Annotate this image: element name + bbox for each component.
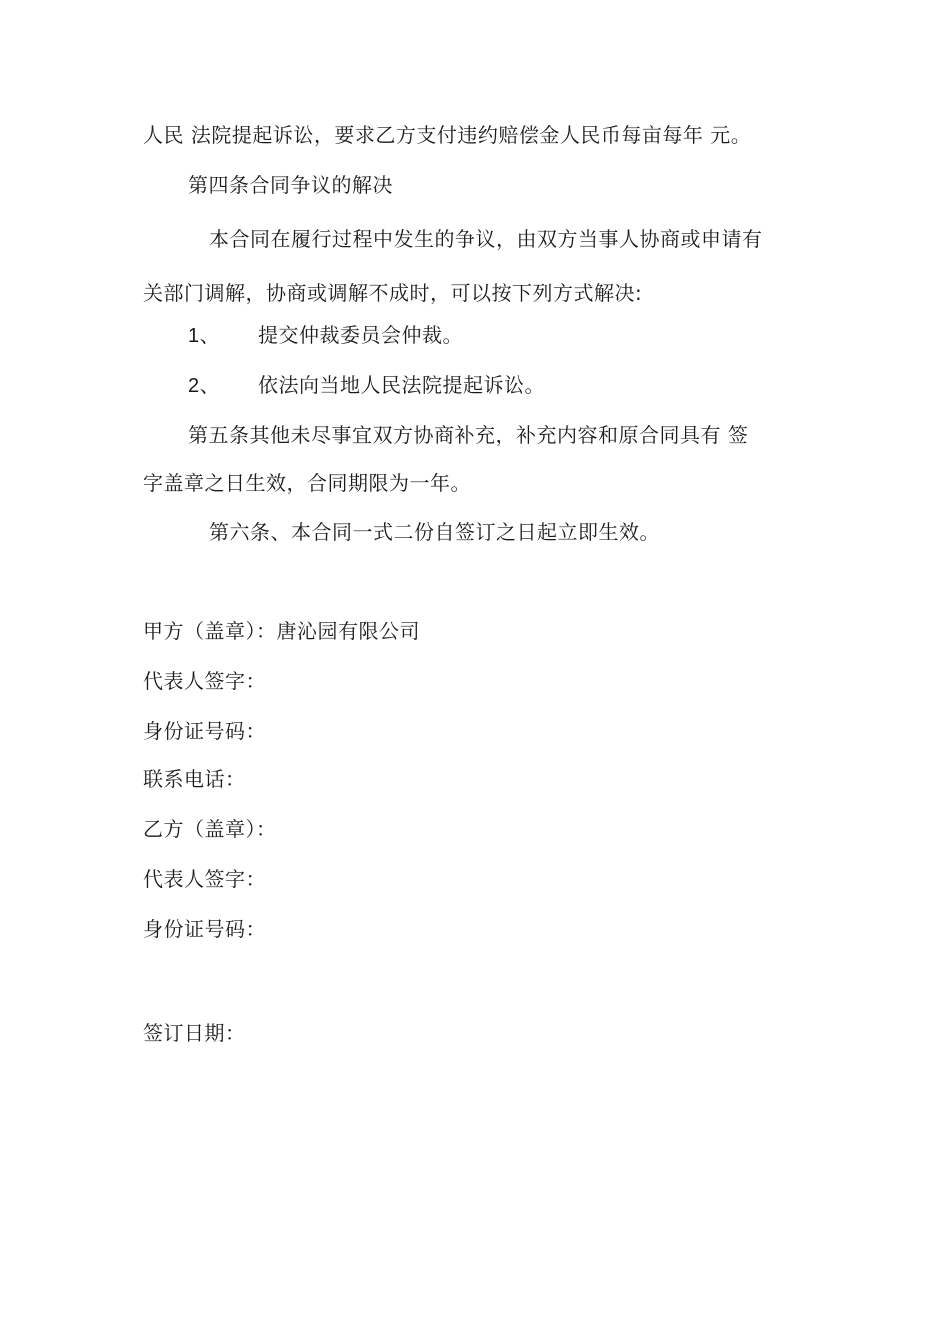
section-heading-article-4: 第四条合同争议的解决 [188,173,393,197]
list-item [188,371,545,400]
contact-phone: 联系电话： [143,767,246,791]
list-item-number: 2、 [188,375,221,397]
party-b-seal: 乙方（盖章）： [143,817,277,841]
paragraph-article-5-line-2: 字盖章之日生效，合同期限为一年。 [143,471,471,495]
paragraph-dispute-line-1: 本合同在履行过程中发生的争议，由双方当事人协商或申请有 [209,227,763,251]
party-a-seal: 甲方（盖章）：唐沁园有限公司 [143,619,420,643]
party-a-representative-signature: 代表人签字： [143,669,266,693]
paragraph-dispute-line-2: 关部门调解，协商或调解不成时，可以按下列方式解决: [143,281,643,305]
paragraph-breach-clause: 人民 法院提起诉讼，要求乙方支付违约赔偿金人民币每亩每年 元。 [143,123,752,147]
list-item-number: 1、 [188,325,221,347]
list-item-text: 依法向当地人民法院提起诉讼。 [258,373,545,397]
party-b-representative-signature: 代表人签字： [143,867,266,891]
party-a-id-number: 身份证号码： [143,719,266,743]
party-b-id-number: 身份证号码： [143,917,266,941]
signing-date: 签订日期： [143,1021,246,1045]
list-item [188,321,463,350]
list-item-text: 提交仲裁委员会仲裁。 [258,323,463,347]
paragraph-article-5-line-1: 第五条其他未尽事宜双方协商补充，补充内容和原合同具有 签 [188,423,749,447]
paragraph-article-6: 第六条、本合同一式二份自签订之日起立即生效。 [209,520,660,544]
